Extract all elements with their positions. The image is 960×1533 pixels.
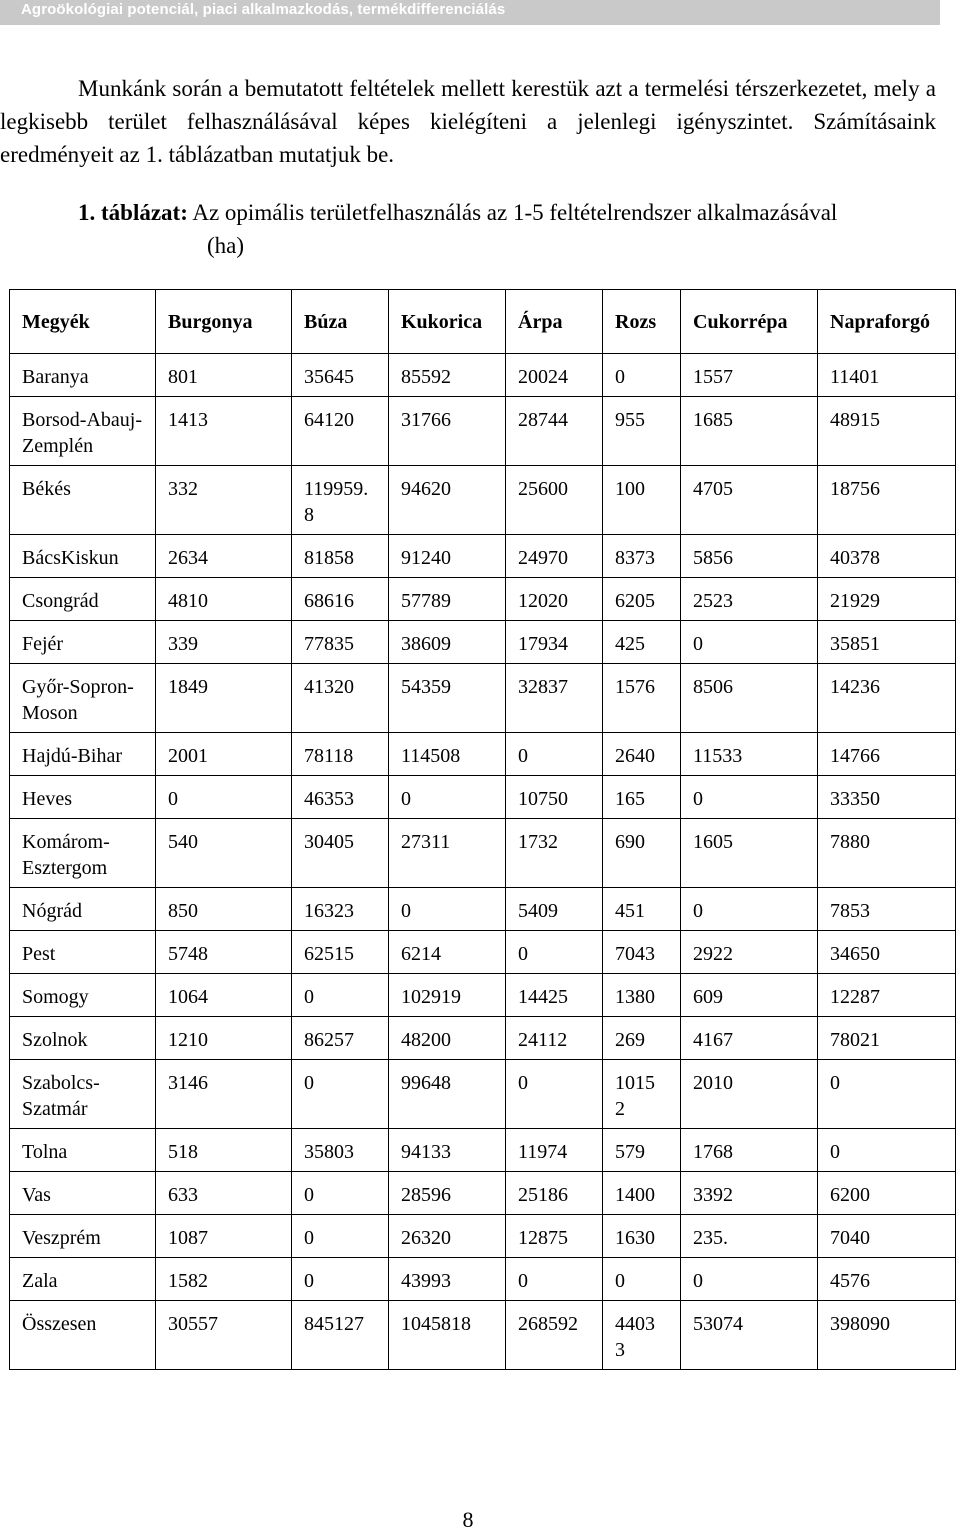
value-cell: 609 [681, 974, 818, 1017]
county-cell: Zala [10, 1258, 156, 1301]
value-cell: 235. [681, 1215, 818, 1258]
value-cell: 0 [292, 1172, 389, 1215]
value-cell: 4403 3 [603, 1301, 681, 1370]
page-number: 8 [462, 1507, 474, 1532]
table-row [10, 888, 956, 931]
value-cell: 41320 [292, 664, 389, 733]
table-row [10, 776, 956, 819]
value-cell: 77835 [292, 621, 389, 664]
value-cell: 0 [681, 1258, 818, 1301]
value-cell: 0 [506, 1258, 603, 1301]
county-cell: Veszprém [10, 1215, 156, 1258]
value-cell: 2523 [681, 578, 818, 621]
table-row [10, 578, 956, 621]
county-cell: Heves [10, 776, 156, 819]
value-cell: 0 [818, 1060, 956, 1129]
value-cell: 7040 [818, 1215, 956, 1258]
value-cell: 11974 [506, 1129, 603, 1172]
value-cell: 35803 [292, 1129, 389, 1172]
intro-text: Munkánk során a bemutatott feltételek mellett kerestük azt a termelési térszerkezetet, mely a legkisebb terület felhasználásával képes kielégíteni a jelenlegi igényszintet. Számításaink eredményeit az 1. táblázatban mutatjuk be. [0, 76, 936, 167]
value-cell: 850 [156, 888, 292, 931]
value-cell: 2922 [681, 931, 818, 974]
value-cell: 540 [156, 819, 292, 888]
value-cell: 12020 [506, 578, 603, 621]
table-row [10, 1258, 956, 1301]
table-row [10, 466, 956, 535]
county-cell: Pest [10, 931, 156, 974]
value-cell: 0 [603, 1258, 681, 1301]
value-cell: 11401 [818, 354, 956, 397]
table-row [10, 354, 956, 397]
value-cell: 0 [506, 733, 603, 776]
value-cell: 2010 [681, 1060, 818, 1129]
value-cell: 54359 [389, 664, 506, 733]
value-cell: 14236 [818, 664, 956, 733]
table-row [10, 535, 956, 578]
value-cell: 24112 [506, 1017, 603, 1060]
value-cell: 4810 [156, 578, 292, 621]
county-cell: Somogy [10, 974, 156, 1017]
column-header: Napraforgó [818, 290, 956, 354]
value-cell: 6205 [603, 578, 681, 621]
value-cell: 0 [389, 888, 506, 931]
value-cell: 1576 [603, 664, 681, 733]
value-cell: 14425 [506, 974, 603, 1017]
county-cell: Vas [10, 1172, 156, 1215]
value-cell: 0 [292, 1215, 389, 1258]
value-cell: 31766 [389, 397, 506, 466]
value-cell: 85592 [389, 354, 506, 397]
value-cell: 451 [603, 888, 681, 931]
county-cell: Szolnok [10, 1017, 156, 1060]
county-cell: Nógrád [10, 888, 156, 931]
value-cell: 24970 [506, 535, 603, 578]
value-cell: 28744 [506, 397, 603, 466]
county-cell: BácsKiskun [10, 535, 156, 578]
county-cell: Borsod-Abauj-Zemplén [10, 397, 156, 466]
value-cell: 5856 [681, 535, 818, 578]
table-row [10, 931, 956, 974]
table-row [10, 1215, 956, 1258]
value-cell: 25186 [506, 1172, 603, 1215]
county-cell: Fejér [10, 621, 156, 664]
value-cell: 4576 [818, 1258, 956, 1301]
value-cell: 5409 [506, 888, 603, 931]
value-cell: 12287 [818, 974, 956, 1017]
value-cell: 62515 [292, 931, 389, 974]
value-cell: 1768 [681, 1129, 818, 1172]
value-cell: 100 [603, 466, 681, 535]
county-cell: Tolna [10, 1129, 156, 1172]
value-cell: 35645 [292, 354, 389, 397]
value-cell: 18756 [818, 466, 956, 535]
value-cell: 86257 [292, 1017, 389, 1060]
value-cell: 7043 [603, 931, 681, 974]
value-cell: 0 [292, 974, 389, 1017]
value-cell: 1413 [156, 397, 292, 466]
value-cell: 16323 [292, 888, 389, 931]
value-cell: 46353 [292, 776, 389, 819]
value-cell: 1630 [603, 1215, 681, 1258]
value-cell: 0 [389, 776, 506, 819]
value-cell: 25600 [506, 466, 603, 535]
value-cell: 1557 [681, 354, 818, 397]
table-row [10, 1017, 956, 1060]
value-cell: 425 [603, 621, 681, 664]
county-cell: Összesen [10, 1301, 156, 1370]
value-cell: 1015 2 [603, 1060, 681, 1129]
value-cell: 801 [156, 354, 292, 397]
table-row [10, 974, 956, 1017]
value-cell: 6200 [818, 1172, 956, 1215]
value-cell: 690 [603, 819, 681, 888]
value-cell: 27311 [389, 819, 506, 888]
value-cell: 0 [156, 776, 292, 819]
value-cell: 0 [506, 931, 603, 974]
county-cell: Győr-Sopron-Moson [10, 664, 156, 733]
county-cell: Szabolcs-Szatmár [10, 1060, 156, 1129]
value-cell: 4167 [681, 1017, 818, 1060]
value-cell: 114508 [389, 733, 506, 776]
value-cell: 2640 [603, 733, 681, 776]
value-cell: 955 [603, 397, 681, 466]
value-cell: 1087 [156, 1215, 292, 1258]
value-cell: 398090 [818, 1301, 956, 1370]
value-cell: 94620 [389, 466, 506, 535]
value-cell: 32837 [506, 664, 603, 733]
value-cell: 28596 [389, 1172, 506, 1215]
value-cell: 34650 [818, 931, 956, 974]
value-cell: 518 [156, 1129, 292, 1172]
county-cell: Békés [10, 466, 156, 535]
column-header: Rozs [603, 290, 681, 354]
value-cell: 165 [603, 776, 681, 819]
value-cell: 119959. 8 [292, 466, 389, 535]
value-cell: 0 [818, 1129, 956, 1172]
value-cell: 64120 [292, 397, 389, 466]
value-cell: 5748 [156, 931, 292, 974]
value-cell: 633 [156, 1172, 292, 1215]
table-row [10, 1301, 956, 1370]
value-cell: 1685 [681, 397, 818, 466]
value-cell: 33350 [818, 776, 956, 819]
table-row [10, 1060, 956, 1129]
value-cell: 0 [506, 1060, 603, 1129]
column-header: Árpa [506, 290, 603, 354]
table-row [10, 664, 956, 733]
value-cell: 0 [681, 888, 818, 931]
table-caption-unit: (ha) [207, 233, 245, 258]
value-cell: 10750 [506, 776, 603, 819]
table-caption-text: Az opimális területfelhasználás az 1-5 feltételrendszer alkalmazásával [187, 200, 838, 225]
value-cell: 8506 [681, 664, 818, 733]
table-caption-label: 1. táblázat: [78, 200, 188, 225]
value-cell: 35851 [818, 621, 956, 664]
land-use-table [9, 289, 956, 1370]
value-cell: 21929 [818, 578, 956, 621]
value-cell: 0 [292, 1060, 389, 1129]
value-cell: 4705 [681, 466, 818, 535]
column-header: Búza [292, 290, 389, 354]
value-cell: 1400 [603, 1172, 681, 1215]
column-header: Megyék [10, 290, 156, 354]
table-row [10, 397, 956, 466]
value-cell: 0 [603, 354, 681, 397]
value-cell: 26320 [389, 1215, 506, 1258]
value-cell: 3392 [681, 1172, 818, 1215]
value-cell: 1849 [156, 664, 292, 733]
value-cell: 48200 [389, 1017, 506, 1060]
table-caption-line-1 [78, 196, 837, 229]
table-body [10, 354, 956, 1370]
value-cell: 1045818 [389, 1301, 506, 1370]
value-cell: 17934 [506, 621, 603, 664]
table-row [10, 621, 956, 664]
table-row [10, 819, 956, 888]
value-cell: 40378 [818, 535, 956, 578]
value-cell: 269 [603, 1017, 681, 1060]
column-header: Kukorica [389, 290, 506, 354]
column-header: Burgonya [156, 290, 292, 354]
value-cell: 91240 [389, 535, 506, 578]
value-cell: 845127 [292, 1301, 389, 1370]
value-cell: 0 [681, 621, 818, 664]
county-cell: Csongrád [10, 578, 156, 621]
table-row [10, 733, 956, 776]
county-cell: Baranya [10, 354, 156, 397]
value-cell: 14766 [818, 733, 956, 776]
value-cell: 11533 [681, 733, 818, 776]
intro-paragraph [0, 72, 936, 171]
value-cell: 332 [156, 466, 292, 535]
value-cell: 1605 [681, 819, 818, 888]
column-header: Cukorrépa [681, 290, 818, 354]
value-cell: 20024 [506, 354, 603, 397]
value-cell: 6214 [389, 931, 506, 974]
value-cell: 1064 [156, 974, 292, 1017]
county-cell: Hajdú-Bihar [10, 733, 156, 776]
value-cell: 268592 [506, 1301, 603, 1370]
value-cell: 99648 [389, 1060, 506, 1129]
value-cell: 12875 [506, 1215, 603, 1258]
value-cell: 3146 [156, 1060, 292, 1129]
value-cell: 78021 [818, 1017, 956, 1060]
value-cell: 1582 [156, 1258, 292, 1301]
value-cell: 7853 [818, 888, 956, 931]
value-cell: 43993 [389, 1258, 506, 1301]
table-header-row [10, 290, 956, 354]
value-cell: 30557 [156, 1301, 292, 1370]
table-row [10, 1172, 956, 1215]
value-cell: 0 [292, 1258, 389, 1301]
value-cell: 57789 [389, 578, 506, 621]
value-cell: 0 [681, 776, 818, 819]
table-row [10, 1129, 956, 1172]
running-header [0, 0, 940, 25]
value-cell: 94133 [389, 1129, 506, 1172]
value-cell: 2634 [156, 535, 292, 578]
value-cell: 1210 [156, 1017, 292, 1060]
running-header-title: Agroökológiai potenciál, piaci alkalmazkodás, termékdifferenciálás [21, 1, 506, 18]
value-cell: 68616 [292, 578, 389, 621]
county-cell: Komárom-Esztergom [10, 819, 156, 888]
value-cell: 579 [603, 1129, 681, 1172]
value-cell: 7880 [818, 819, 956, 888]
value-cell: 339 [156, 621, 292, 664]
value-cell: 53074 [681, 1301, 818, 1370]
value-cell: 30405 [292, 819, 389, 888]
value-cell: 48915 [818, 397, 956, 466]
value-cell: 78118 [292, 733, 389, 776]
value-cell: 38609 [389, 621, 506, 664]
value-cell: 1380 [603, 974, 681, 1017]
value-cell: 102919 [389, 974, 506, 1017]
value-cell: 2001 [156, 733, 292, 776]
value-cell: 1732 [506, 819, 603, 888]
value-cell: 81858 [292, 535, 389, 578]
value-cell: 8373 [603, 535, 681, 578]
